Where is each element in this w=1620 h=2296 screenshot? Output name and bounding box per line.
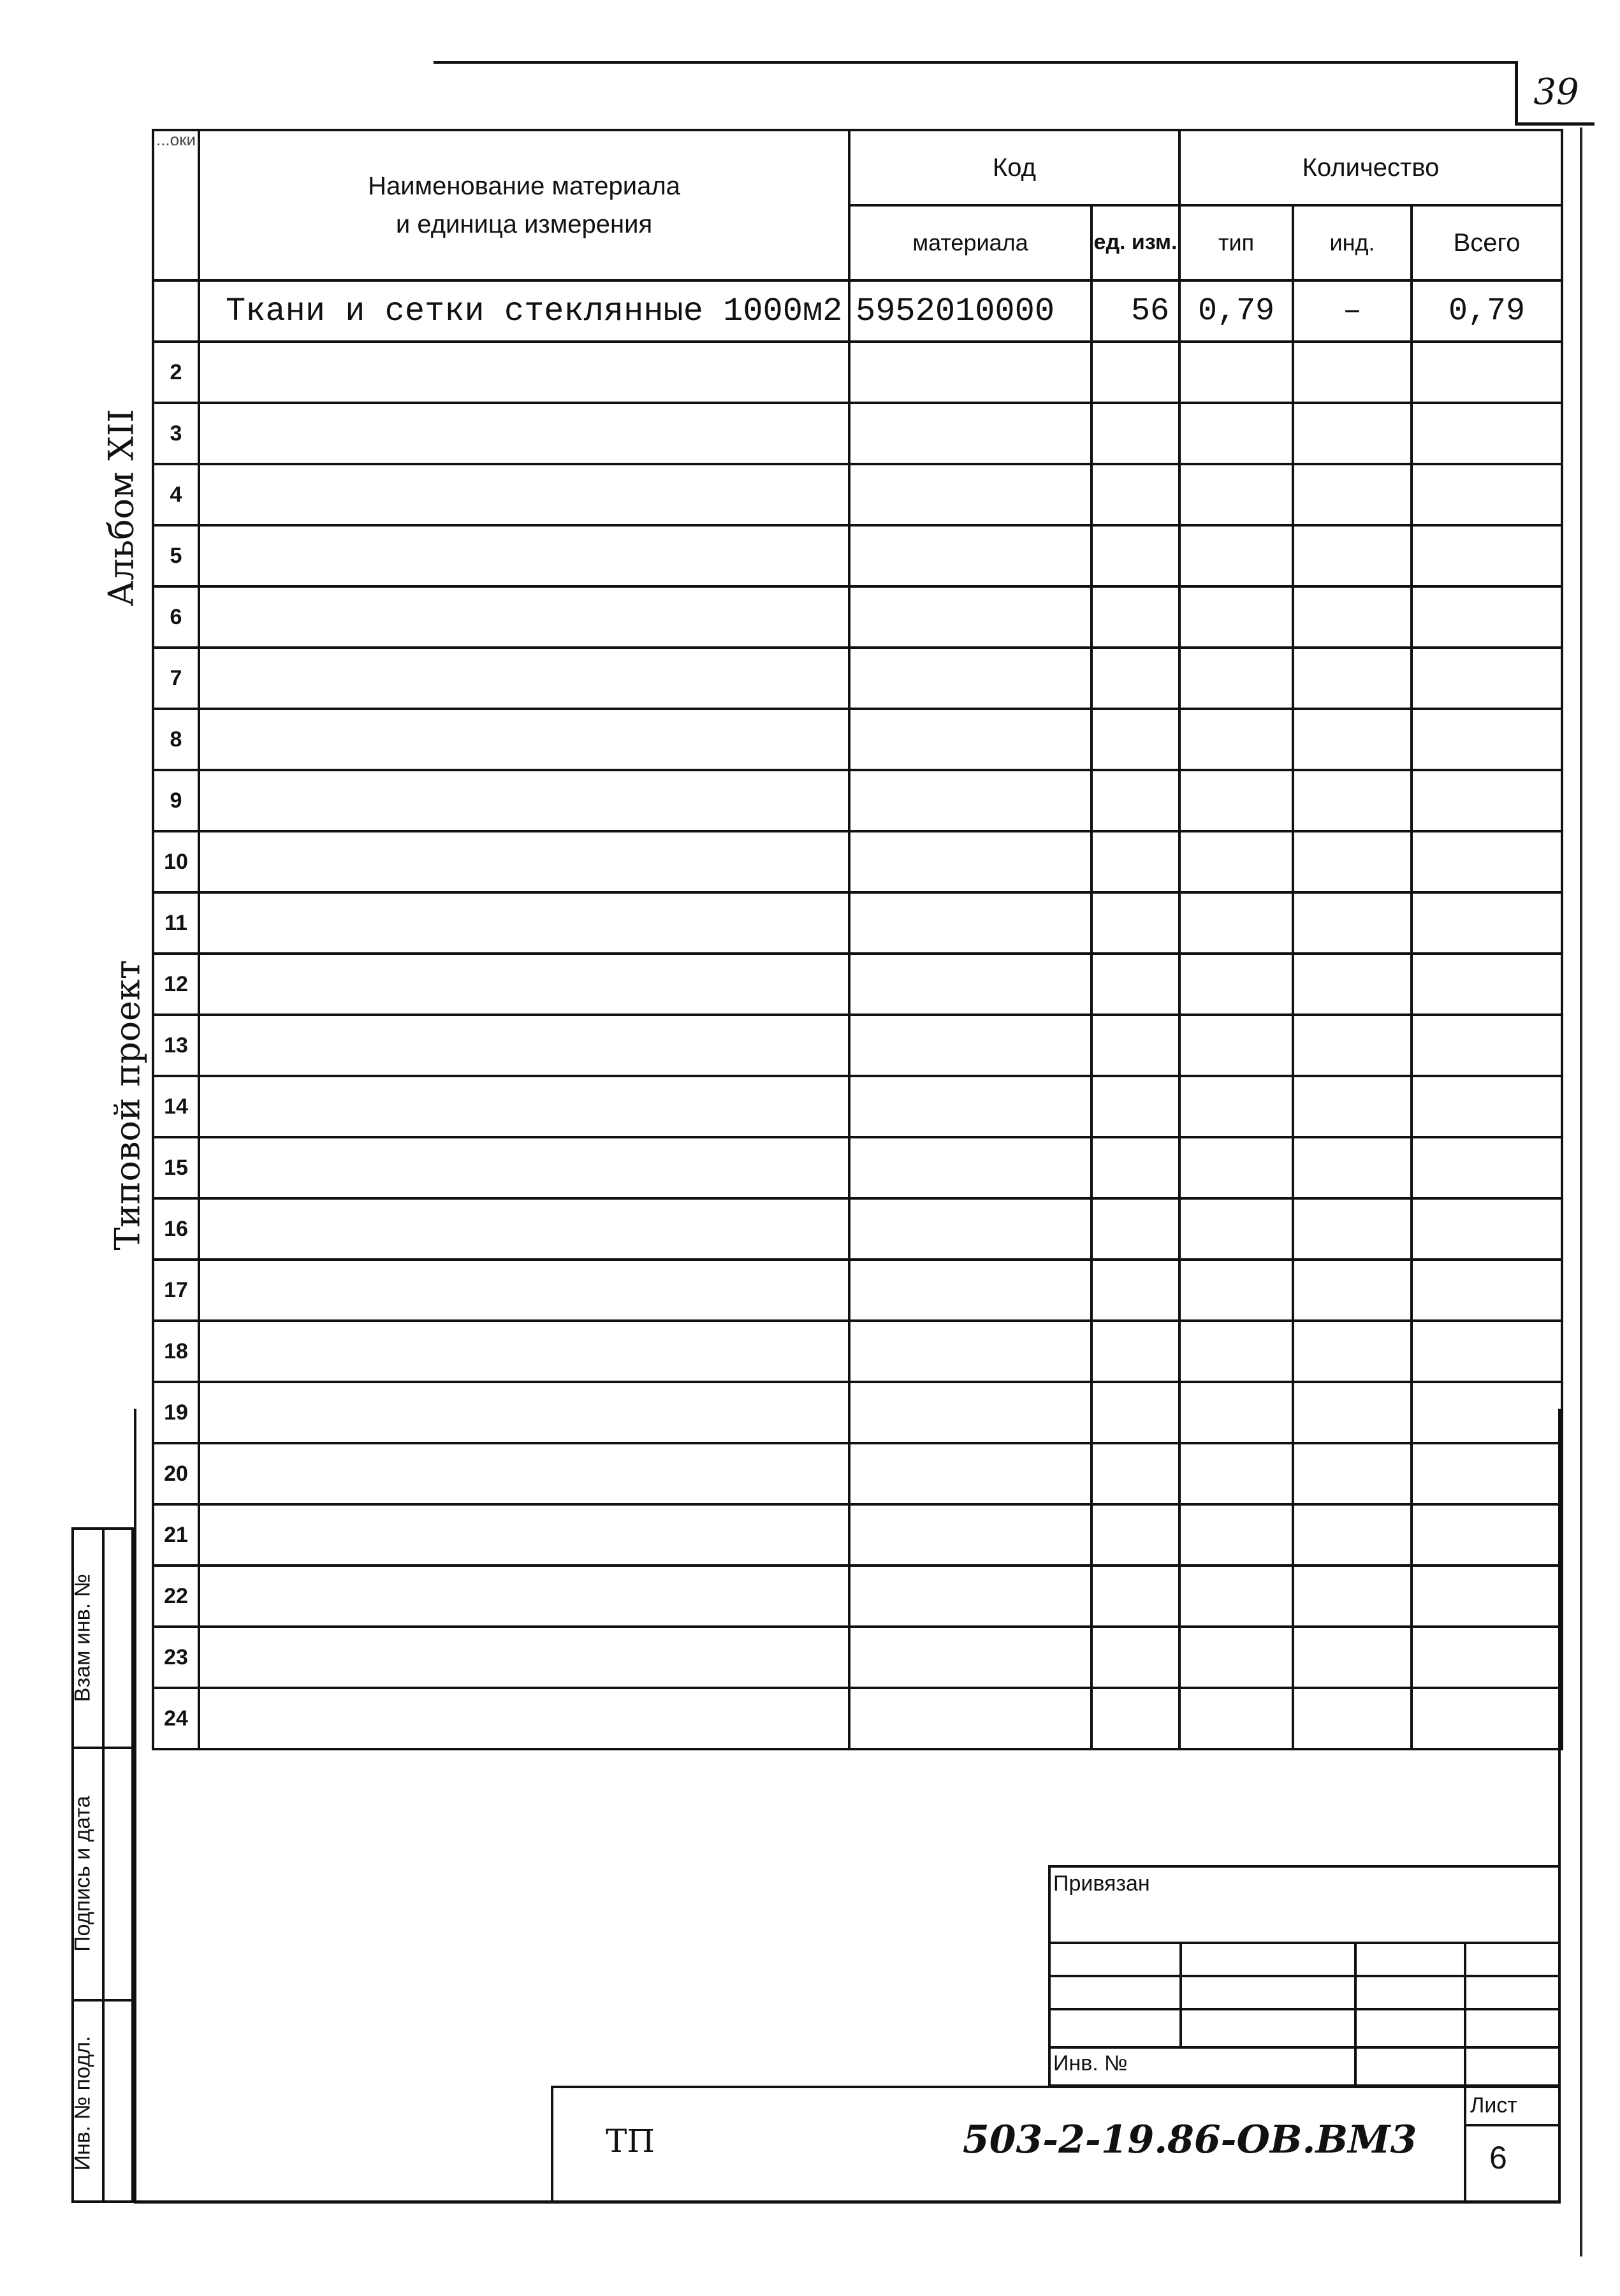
frame-left [134,1409,136,2203]
material-name [199,1566,849,1627]
stamp-hline-1 [1048,1942,1561,1944]
material-code [849,1321,1091,1382]
header-code-material: материала [849,205,1091,280]
qty-type [1179,1627,1293,1688]
material-code [849,1504,1091,1566]
unit-code [1091,1688,1179,1749]
qty-type [1179,525,1293,586]
qty-ind [1293,1321,1412,1382]
unit-code [1091,1198,1179,1260]
header-row-1 [153,130,1562,205]
material-name [199,892,849,954]
sign-date-label: Подпись и дата [70,1796,95,1952]
material-name [199,1198,849,1260]
table-row [153,464,1562,525]
material-name [199,954,849,1015]
material-name [199,648,849,709]
row-number: 8 [153,709,199,770]
row-number: 14 [153,1076,199,1137]
unit-code [1091,1566,1179,1627]
qty-ind [1293,648,1412,709]
sheet-box-divider [1464,2086,1466,2203]
qty-ind: – [1293,280,1412,342]
material-code: 5952010000 [849,280,1091,342]
table-row [153,1260,1562,1321]
qty-type [1179,1566,1293,1627]
row-number: 21 [153,1504,199,1566]
sheet-box-hline [1464,2124,1561,2126]
unit-code [1091,1504,1179,1566]
row-number: 9 [153,770,199,831]
material-code [849,954,1091,1015]
material-code [849,525,1091,586]
row-number: 4 [153,464,199,525]
materials-table [152,129,1563,1750]
qty-type [1179,1137,1293,1198]
material-name [199,1504,849,1566]
table-row [153,1566,1562,1627]
unit-code [1091,403,1179,464]
material-code [849,1260,1091,1321]
qty-ind [1293,586,1412,648]
material-name [199,1137,849,1198]
qty-total [1412,1382,1562,1443]
qty-total [1412,1566,1562,1627]
qty-ind [1293,1443,1412,1504]
qty-type: 0,79 [1179,280,1293,342]
album-label: Альбом XII [101,409,142,607]
material-code [849,1688,1091,1749]
sheet-number: 39 [1515,61,1594,126]
table-row [153,831,1562,892]
table-row [153,1504,1562,1566]
row-number: 6 [153,586,199,648]
qty-ind [1293,954,1412,1015]
row-number: 24 [153,1688,199,1749]
material-code [849,831,1091,892]
qty-total [1412,1260,1562,1321]
qty-ind [1293,709,1412,770]
row-number: 22 [153,1566,199,1627]
table-row [153,1688,1562,1749]
sheet-label: Лист [1470,2093,1517,2118]
qty-type [1179,1321,1293,1382]
header-row-number: ...оки [153,130,199,280]
qty-ind [1293,1504,1412,1566]
qty-total [1412,1321,1562,1382]
material-code [849,1015,1091,1076]
material-name [199,1076,849,1137]
row-number: 15 [153,1137,199,1198]
material-code [849,709,1091,770]
unit-code [1091,770,1179,831]
qty-total [1412,1015,1562,1076]
qty-type [1179,1198,1293,1260]
row-number [153,280,199,342]
table-row [153,1198,1562,1260]
unit-code [1091,1076,1179,1137]
qty-total [1412,464,1562,525]
qty-total [1412,709,1562,770]
qty-type [1179,709,1293,770]
material-code [849,1382,1091,1443]
qty-ind [1293,1382,1412,1443]
header-qty-type: тип [1179,205,1293,280]
qty-total [1412,1688,1562,1749]
material-name [199,709,849,770]
row-number: 5 [153,525,199,586]
stamp-hline-4 [1048,2046,1561,2049]
header-name-line2: и единица измерения [395,210,653,238]
material-name [199,464,849,525]
qty-total [1412,648,1562,709]
material-code [849,586,1091,648]
project-label: Типовой проект [107,960,148,1251]
material-name [199,1382,849,1443]
row-number: 19 [153,1382,199,1443]
side-inner-line [102,1527,105,2203]
material-code [849,1076,1091,1137]
right-margin-line [1580,127,1582,2256]
qty-ind [1293,1260,1412,1321]
qty-ind [1293,1627,1412,1688]
header-qty-ind: инд. [1293,205,1412,280]
stamp-vline-3 [1464,1942,1466,2087]
qty-type [1179,342,1293,403]
unit-code [1091,892,1179,954]
qty-type [1179,892,1293,954]
material-name [199,1443,849,1504]
stamp-vline-1 [1179,1942,1182,2046]
qty-total [1412,954,1562,1015]
material-code [849,403,1091,464]
table-row [153,1382,1562,1443]
qty-type [1179,586,1293,648]
document-code: 503-2-19.86-ОВ.ВМ3 [963,2118,1417,2162]
qty-total [1412,403,1562,464]
qty-ind [1293,464,1412,525]
unit-code [1091,954,1179,1015]
qty-type [1179,954,1293,1015]
material-name [199,1627,849,1688]
table-row [153,770,1562,831]
table-row [153,525,1562,586]
row-number: 23 [153,1627,199,1688]
qty-type [1179,831,1293,892]
sheet-value: 6 [1489,2140,1507,2176]
qty-type [1179,648,1293,709]
qty-type [1179,1076,1293,1137]
unit-code [1091,1260,1179,1321]
bound-to-label: Привязан [1053,1871,1150,1896]
qty-type [1179,1688,1293,1749]
qty-total [1412,892,1562,954]
table-row [153,342,1562,403]
row-number: 7 [153,648,199,709]
header-code-unit: ед. изм. [1091,205,1179,280]
qty-total [1412,770,1562,831]
material-code [849,1443,1091,1504]
qty-ind [1293,770,1412,831]
qty-total [1412,1504,1562,1566]
table-row [153,1627,1562,1688]
qty-ind [1293,892,1412,954]
table-row [153,586,1562,648]
material-name: Ткани и сетки стеклянные 1000м2 [199,280,849,342]
material-name [199,525,849,586]
header-code: Код [849,130,1179,205]
table-row [153,1137,1562,1198]
unit-code [1091,1443,1179,1504]
unit-code [1091,525,1179,586]
qty-ind [1293,342,1412,403]
row-number: 18 [153,1321,199,1382]
unit-code [1091,586,1179,648]
material-code [849,648,1091,709]
row-number: 10 [153,831,199,892]
material-code [849,770,1091,831]
row-number: 11 [153,892,199,954]
unit-code [1091,831,1179,892]
top-border [434,61,1517,64]
unit-code [1091,464,1179,525]
header-name-line1: Наименование материала [368,172,680,200]
table-row [153,648,1562,709]
material-code [849,1137,1091,1198]
unit-code [1091,648,1179,709]
material-name [199,770,849,831]
material-code [849,1566,1091,1627]
stamp-hline-2 [1048,1975,1561,1977]
qty-type [1179,464,1293,525]
unit-code [1091,1015,1179,1076]
material-name [199,1688,849,1749]
header-name [199,130,849,280]
qty-total [1412,1443,1562,1504]
unit-code [1091,709,1179,770]
qty-total [1412,1137,1562,1198]
row-number: 16 [153,1198,199,1260]
qty-total [1412,831,1562,892]
unit-code [1091,1627,1179,1688]
qty-type [1179,1443,1293,1504]
inv-no-label: Инв. № [1053,2051,1128,2075]
qty-ind [1293,525,1412,586]
row-number: 2 [153,342,199,403]
qty-total [1412,586,1562,648]
material-name [199,342,849,403]
qty-total [1412,1076,1562,1137]
table-row [153,1443,1562,1504]
qty-ind [1293,831,1412,892]
material-name [199,586,849,648]
header-qty-total: Всего [1412,205,1562,280]
unit-code [1091,1382,1179,1443]
qty-type [1179,403,1293,464]
table-row [153,1015,1562,1076]
unit-code [1091,1321,1179,1382]
row-number: 17 [153,1260,199,1321]
qty-total [1412,1627,1562,1688]
unit-code [1091,342,1179,403]
row-number: 13 [153,1015,199,1076]
qty-type [1179,1382,1293,1443]
material-name [199,1321,849,1382]
header-quantity: Количество [1179,130,1562,205]
material-name [199,1260,849,1321]
material-name [199,831,849,892]
qty-ind [1293,1566,1412,1627]
qty-total [1412,342,1562,403]
unit-code [1091,1137,1179,1198]
unit-code: 56 [1091,280,1179,342]
qty-ind [1293,1688,1412,1749]
stamp-vline-2 [1354,1942,1357,2087]
qty-ind [1293,1198,1412,1260]
material-name [199,1015,849,1076]
qty-ind [1293,1015,1412,1076]
material-code [849,342,1091,403]
qty-ind [1293,1137,1412,1198]
material-code [849,1198,1091,1260]
table-row [153,709,1562,770]
qty-total [1412,1198,1562,1260]
material-code [849,464,1091,525]
qty-ind [1293,403,1412,464]
qty-type [1179,1504,1293,1566]
row-number: 3 [153,403,199,464]
table-row [153,954,1562,1015]
stamp-hline-3 [1048,2008,1561,2010]
table-row [153,892,1562,954]
row-number: 12 [153,954,199,1015]
inv-orig-label: Инв. № подл. [70,2035,95,2171]
table-row [153,1321,1562,1382]
qty-type [1179,770,1293,831]
table-row [153,1076,1562,1137]
qty-type [1179,1260,1293,1321]
material-code [849,892,1091,954]
tp-label: ТП [606,2123,655,2160]
qty-type [1179,1015,1293,1076]
row-number: 20 [153,1443,199,1504]
qty-total [1412,525,1562,586]
qty-ind [1293,1076,1412,1137]
table-row [153,280,1562,342]
material-name [199,403,849,464]
material-code [849,1627,1091,1688]
replace-inv-label: Взам инв. № [70,1573,95,1703]
table-row [153,403,1562,464]
qty-total: 0,79 [1412,280,1562,342]
